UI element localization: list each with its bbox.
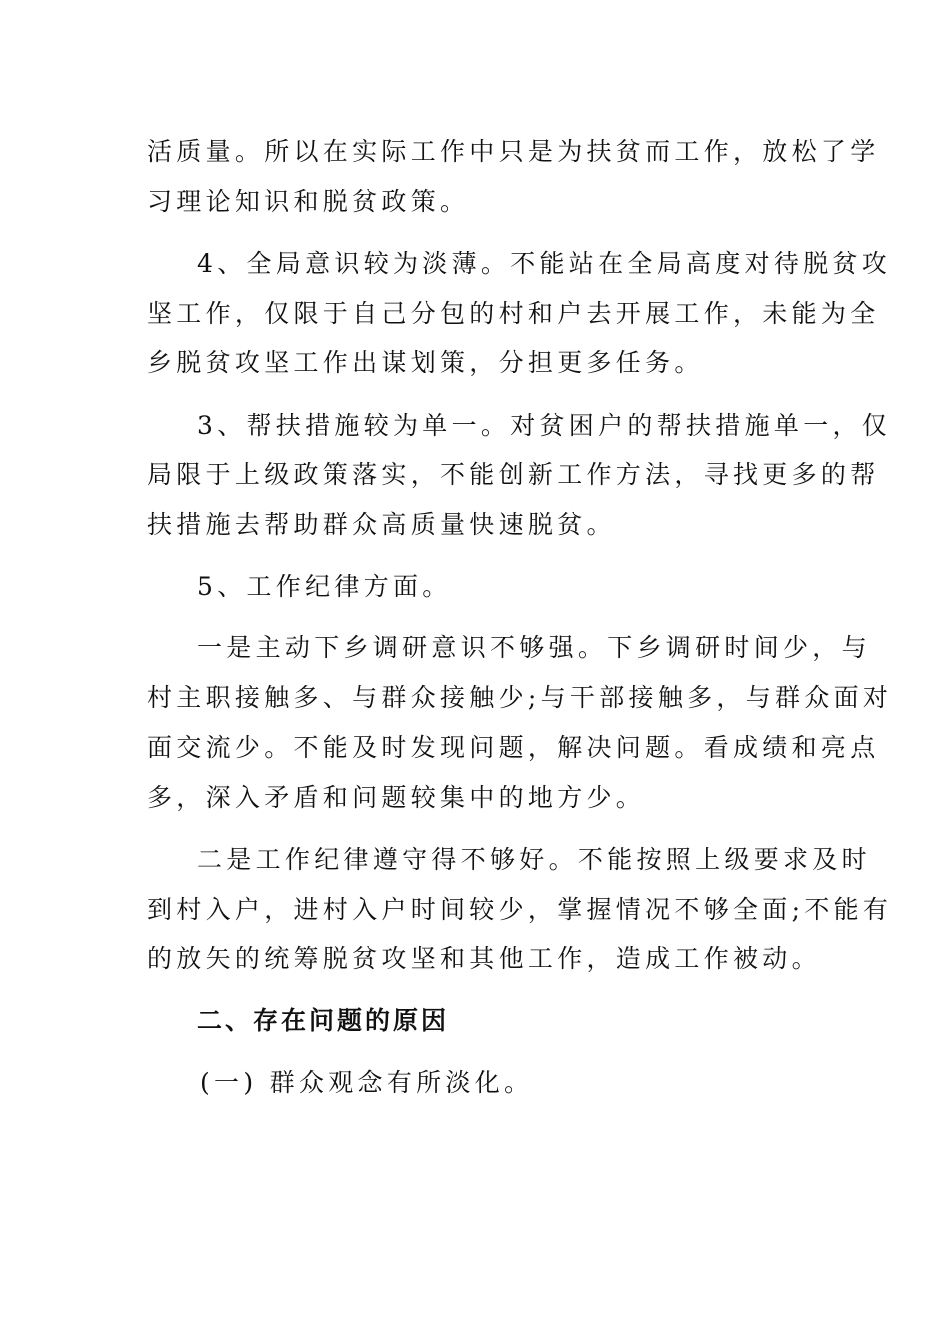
section-heading: 二、存在问题的原因 <box>197 1006 450 1035</box>
paragraph-line: 习理论知识和脱贫政策。 <box>147 187 470 216</box>
paragraph-line: 二是工作纪律遵守得不够好。不能按照上级要求及时 <box>197 845 871 874</box>
paragraph-line: 乡脱贫攻坚工作出谋划策，分担更多任务。 <box>147 348 704 377</box>
paragraph-line: 3、帮扶措施较为单一。对贫困户的帮扶措施单一，仅 <box>197 411 892 440</box>
paragraph-line: 一是主动下乡调研意识不够强。下乡调研时间少，与 <box>197 633 871 662</box>
subsection-heading: (一) 群众观念有所淡化。 <box>200 1068 534 1097</box>
paragraph-line: 4、全局意识较为淡薄。不能站在全局高度对待脱贫攻 <box>197 249 892 278</box>
paragraph-line: 坚工作，仅限于自己分包的村和户去开展工作，未能为全 <box>147 299 880 328</box>
paragraph-line: 扶措施去帮助群众高质量快速脱贫。 <box>147 510 616 539</box>
paragraph-line: 面交流少。不能及时发现问题，解决问题。看成绩和亮点 <box>147 733 880 762</box>
paragraph-line: 的放矢的统筹脱贫攻坚和其他工作，造成工作被动。 <box>147 944 821 973</box>
paragraph-line: 活质量。所以在实际工作中只是为扶贫而工作，放松了学 <box>147 137 880 166</box>
paragraph-line: 5、工作纪律方面。 <box>197 572 452 601</box>
paragraph-line: 村主职接触多、与群众接触少;与干部接触多，与群众面对 <box>147 683 893 712</box>
paragraph-line: 到村入户，进村入户时间较少，掌握情况不够全面;不能有 <box>147 895 893 924</box>
paragraph-line: 局限于上级政策落实，不能创新工作方法，寻找更多的帮 <box>147 460 880 489</box>
paragraph-line: 多，深入矛盾和问题较集中的地方少。 <box>147 783 646 812</box>
